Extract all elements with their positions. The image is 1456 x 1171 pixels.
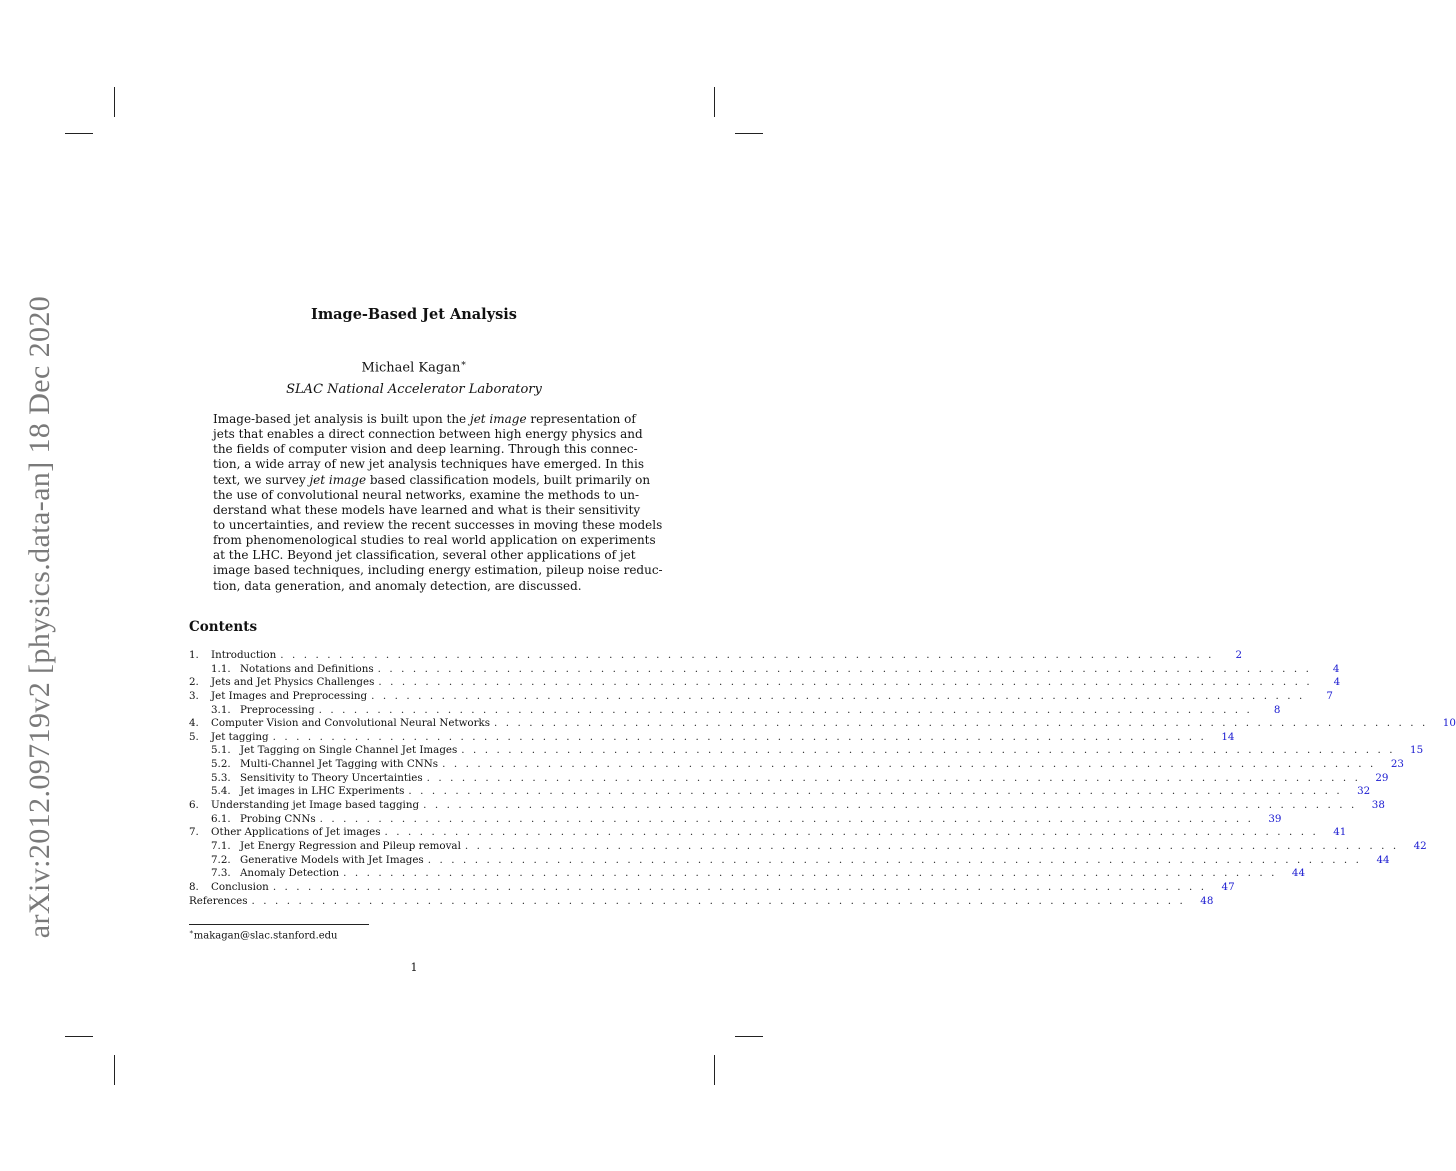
toc-leader-dots: . . . . . . . . . . . . . . . . . . . . . . . . . . . . . . . . . . . . . . . . . . . . . . . . . . . . . . . . . . . . . . . . . . . . . . . . . . . . . . . . [461, 744, 1396, 757]
toc-entry-title: Computer Vision and Convolutional Neural Networks [211, 717, 494, 731]
crop-mark [65, 1036, 93, 1037]
abstract-line: the fields of computer vision and deep learning. Through this connec- [213, 442, 638, 457]
toc-entry-number: 7. [189, 826, 199, 839]
toc-page-link[interactable]: 10 [1442, 717, 1456, 730]
toc-entry-number: 5.3. [211, 771, 231, 784]
toc-entry[interactable] [189, 839, 1427, 854]
toc-entry-references[interactable] [189, 894, 1214, 909]
toc-page-link[interactable]: 29 [1375, 771, 1389, 784]
toc-entry-number: 3.1. [211, 703, 231, 716]
toc-entry[interactable] [189, 785, 1371, 799]
toc-page-link[interactable]: 8 [1273, 703, 1281, 716]
abstract-emphasis: jet image [469, 412, 527, 426]
author-name: Michael Kagan [361, 360, 461, 376]
toc-entry-title: Jet Energy Regression and Pileup removal [240, 840, 465, 854]
author [0, 359, 828, 375]
toc-entry-title: Understanding jet Image based tagging [211, 799, 423, 813]
toc-leader-dots: . . . . . . . . . . . . . . . . . . . . . . . . . . . . . . . . . . . . . . . . . . . . . . . . . . . . . . . . . . . . . . . . . . . . . . . . . . . . . . . . [377, 662, 1312, 675]
crop-mark [735, 133, 763, 134]
toc-entry-title: References [189, 895, 252, 909]
table-of-contents [189, 649, 1456, 908]
toc-leader-dots: . . . . . . . . . . . . . . . . . . . . . . . . . . . . . . . . . . . . . . . . . . . . . . . . . . . . . . . . . . . . . . . . . . . . . . . . . . . . . . . . [378, 676, 1313, 689]
toc-entry-title: Other Applications of Jet images [211, 826, 385, 840]
contents-heading: Contents [189, 619, 258, 635]
toc-entry[interactable] [189, 758, 1404, 772]
toc-entry[interactable] [189, 703, 1281, 718]
toc-leader-dots: . . . . . . . . . . . . . . . . . . . . . . . . . . . . . . . . . . . . . . . . . . . . . . . . . . . . . . . . . . . . . . . . . . . . . . . . . . . . . . . . [408, 785, 1343, 798]
abstract-line: the use of convolutional neural networks, examine the methods to un- [213, 487, 640, 502]
toc-leader-dots: . . . . . . . . . . . . . . . . . . . . . . . . . . . . . . . . . . . . . . . . . . . . . . . . . . . . . . . . . . . . . . . . . . . . . . . . . . . . . . . . [464, 839, 1399, 852]
toc-entry-title: Probing CNNs [240, 813, 320, 827]
toc-entry-title: Jet tagging [211, 731, 273, 745]
arxiv-identifier: arXiv:2012.09719v2 [physics.data-an] 18 Dec 2020 [23, 295, 56, 939]
toc-entry-title: Multi-Channel Jet Tagging with CNNs [240, 758, 442, 772]
abstract-emphasis: jet image [309, 472, 367, 487]
toc-entry-number: 7.3. [211, 867, 231, 880]
toc-entry-number: 7.1. [211, 839, 231, 852]
toc-leader-dots: . . . . . . . . . . . . . . . . . . . . . . . . . . . . . . . . . . . . . . . . . . . . . . . . . . . . . . . . . . . . . . . . . . . . . . . . . . . . . . . . [280, 649, 1215, 661]
abstract-line: at the LHC. Beyond jet classification, several other applications of jet [213, 548, 636, 563]
toc-entry[interactable] [189, 867, 1305, 881]
toc-entry-title: Conclusion [211, 881, 273, 895]
toc-entry[interactable] [189, 826, 1347, 840]
toc-leader-dots: . . . . . . . . . . . . . . . . . . . . . . . . . . . . . . . . . . . . . . . . . . . . . . . . . . . . . . . . . . . . . . . . . . . . . . . . . . . . . . . . [442, 758, 1376, 771]
toc-leader-dots: . . . . . . . . . . . . . . . . . . . . . . . . . . . . . . . . . . . . . . . . . . . . . . . . . . . . . . . . . . . . . . . . . . . . . . . . . . . . . . . . [318, 703, 1253, 716]
crop-mark [714, 1055, 715, 1085]
toc-entry-number: 1.1. [211, 662, 231, 675]
toc-page-link[interactable]: 39 [1268, 812, 1282, 825]
toc-page-link[interactable]: 15 [1410, 744, 1424, 757]
footnote-email: makagan@slac.stanford.edu [193, 930, 338, 942]
toc-page-link[interactable]: 41 [1333, 826, 1347, 839]
toc-entry-number: 6. [189, 799, 199, 812]
toc-entry-title: Jet images in LHC Experiments [240, 785, 408, 799]
toc-entry-number: 5. [189, 730, 199, 743]
toc-entry[interactable] [189, 853, 1390, 868]
toc-entry-number: 8. [189, 880, 199, 893]
toc-leader-dots: . . . . . . . . . . . . . . . . . . . . . . . . . . . . . . . . . . . . . . . . . . . . . . . . . . . . . . . . . . . . . . . . . . . . . . . . . . . . . . . . [427, 853, 1362, 866]
toc-entry-title: Sensitivity to Theory Uncertainties [240, 772, 427, 786]
crop-mark [114, 87, 115, 117]
toc-entry-title: Jets and Jet Physics Challenges [211, 676, 378, 690]
toc-entry-number: 4. [189, 717, 199, 730]
page-number: 1 [410, 961, 418, 974]
abstract-line: text, we survey jet image based classification models, built primarily on [213, 472, 651, 487]
toc-leader-dots: . . . . . . . . . . . . . . . . . . . . . . . . . . . . . . . . . . . . . . . . . . . . . . . . . . . . . . . . . . . . . . . . . . . . . . . . . . . . . . . . [319, 812, 1254, 825]
toc-page-link[interactable]: 44 [1376, 853, 1390, 866]
toc-entry-number: 2. [189, 676, 199, 689]
toc-entry-number: 1. [189, 649, 199, 661]
footnote-mark: ∗ [189, 928, 194, 936]
toc-entry-title: Notations and Definitions [240, 663, 378, 677]
toc-leader-dots: . . . . . . . . . . . . . . . . . . . . . . . . . . . . . . . . . . . . . . . . . . . . . . . . . . . . . . . . . . . . . . . . . . . . . . . . . . . . . . . . [384, 826, 1319, 839]
toc-entry-number: 5.1. [211, 744, 231, 757]
toc-entry-number: 5.2. [211, 758, 231, 771]
paper-title: Image-Based Jet Analysis [311, 306, 517, 323]
toc-entry[interactable] [189, 812, 1282, 827]
toc-page-link[interactable]: 32 [1357, 785, 1371, 798]
affiliation: SLAC National Accelerator Laboratory [286, 382, 542, 397]
abstract-line: from phenomenological studies to real world application on experiments [213, 533, 656, 548]
toc-page-link[interactable]: 7 [1326, 689, 1333, 702]
toc-entry[interactable] [189, 744, 1424, 758]
toc-page-link[interactable]: 48 [1200, 894, 1214, 907]
toc-page-link[interactable]: 4 [1333, 676, 1341, 689]
toc-page-link[interactable]: 42 [1413, 839, 1427, 852]
toc-entry-number: 3. [189, 689, 199, 702]
footnote-rule [189, 924, 369, 925]
toc-page-link[interactable]: 38 [1371, 799, 1385, 812]
author-footnote-mark: ∗ [460, 359, 467, 369]
toc-leader-dots: . . . . . . . . . . . . . . . . . . . . . . . . . . . . . . . . . . . . . . . . . . . . . . . . . . . . . . . . . . . . . . . . . . . . . . . . . . . . . . . . [272, 730, 1207, 743]
toc-entry[interactable] [189, 880, 1235, 895]
toc-leader-dots: . . . . . . . . . . . . . . . . . . . . . . . . . . . . . . . . . . . . . . . . . . . . . . . . . . . . . . . . . . . . . . . . . . . . . . . . . . . . . . . . [272, 880, 1207, 893]
toc-page-link[interactable]: 23 [1390, 758, 1404, 771]
toc-entry-title: Preprocessing [240, 704, 319, 718]
toc-page-link[interactable]: 44 [1291, 867, 1305, 880]
abstract-line: tion, data generation, and anomaly detection, are discussed. [213, 578, 582, 593]
toc-entry[interactable] [189, 771, 1389, 786]
toc-entry[interactable] [189, 799, 1385, 813]
toc-entry[interactable] [189, 676, 1341, 690]
toc-entry-number: 7.2. [211, 853, 231, 866]
toc-leader-dots: . . . . . . . . . . . . . . . . . . . . . . . . . . . . . . . . . . . . . . . . . . . . . . . . . . . . . . . . . . . . . . . . . . . . . . . . . . . . . . . . [426, 771, 1361, 784]
toc-entry[interactable] [189, 689, 1333, 704]
toc-entry-title: Introduction [211, 649, 280, 663]
toc-leader-dots: . . . . . . . . . . . . . . . . . . . . . . . . . . . . . . . . . . . . . . . . . . . . . . . . . . . . . . . . . . . . . . . . . . . . . . . . . . . . . . . . [343, 867, 1277, 880]
toc-leader-dots: . . . . . . . . . . . . . . . . . . . . . . . . . . . . . . . . . . . . . . . . . . . . . . . . . . . . . . . . . . . . . . . . . . . . . . . . . . . . . . . . [423, 799, 1357, 812]
crop-mark [714, 87, 715, 117]
toc-page-link[interactable]: 4 [1332, 662, 1340, 675]
toc-entry-number: 6.1. [211, 812, 231, 825]
toc-entry-title: Generative Models with Jet Images [240, 854, 428, 868]
abstract-line: tion, a wide array of new jet analysis techniques have emerged. In this [213, 457, 645, 472]
toc-page-link[interactable]: 47 [1221, 880, 1235, 893]
abstract [213, 412, 663, 594]
toc-entry-title: Jet Tagging on Single Channel Jet Images [240, 744, 461, 758]
crop-mark [65, 133, 93, 134]
toc-entry-title: Jet Images and Preprocessing [211, 690, 371, 704]
abstract-line: Image-based jet analysis is built upon the jet image representation of [213, 412, 636, 426]
abstract-line: jets that enables a direct connection between high energy physics and [213, 427, 643, 442]
abstract-line: image based techniques, including energy estimation, pileup noise reduc- [213, 563, 663, 578]
toc-leader-dots: . . . . . . . . . . . . . . . . . . . . . . . . . . . . . . . . . . . . . . . . . . . . . . . . . . . . . . . . . . . . . . . . . . . . . . . . . . . . . . . . [251, 894, 1186, 907]
crop-mark [735, 1036, 763, 1037]
toc-leader-dots: . . . . . . . . . . . . . . . . . . . . . . . . . . . . . . . . . . . . . . . . . . . . . . . . . . . . . . . . . . . . . . . . . . . . . . . . . . . . . . . . [494, 717, 1428, 730]
abstract-line: to uncertainties, and review the recent successes in moving these models [213, 517, 663, 532]
abstract-line: derstand what these models have learned and what is their sensitivity [213, 502, 641, 517]
toc-entry[interactable] [189, 717, 1456, 731]
crop-mark [114, 1055, 115, 1085]
toc-page-link[interactable]: 2 [1235, 649, 1243, 661]
toc-entry-number: 5.4. [211, 785, 231, 798]
footnote [189, 928, 338, 941]
toc-page-link[interactable]: 14 [1221, 730, 1235, 743]
toc-entry-title: Anomaly Detection [240, 867, 343, 881]
toc-entry[interactable] [189, 662, 1340, 677]
toc-entry[interactable] [189, 649, 1243, 663]
toc-entry[interactable] [189, 730, 1235, 745]
toc-leader-dots: . . . . . . . . . . . . . . . . . . . . . . . . . . . . . . . . . . . . . . . . . . . . . . . . . . . . . . . . . . . . . . . . . . . . . . . . . . . . . . . . [371, 689, 1305, 702]
